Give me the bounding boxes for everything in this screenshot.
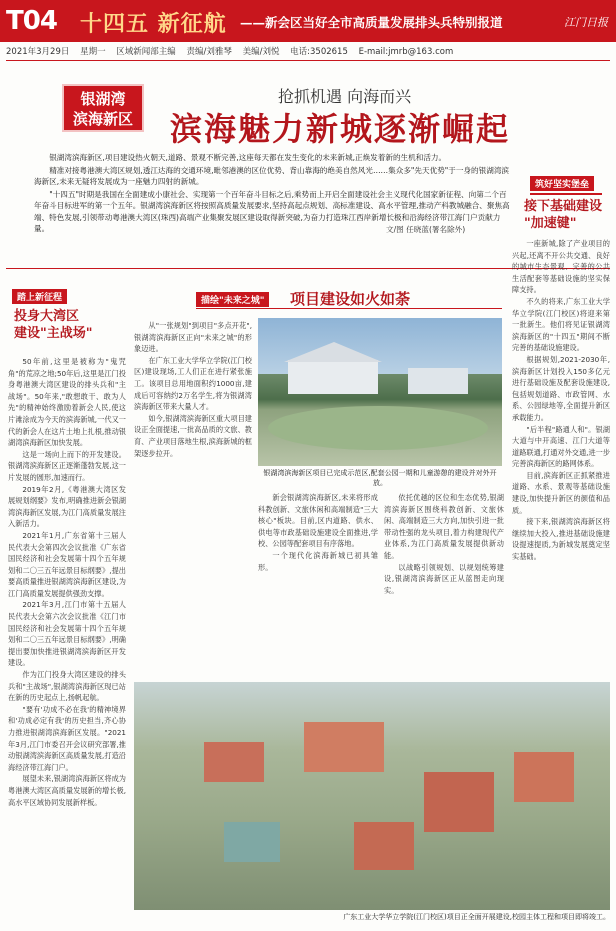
paragraph: 接下来,银湖湾滨海新区将继续加大投入,推进基础设施建设提速提质,为新城发展奠定坚实基础。: [512, 517, 610, 562]
headline: 滨海魅力新城逐渐崛起: [170, 110, 511, 148]
meta-phone: 电话:3502615: [290, 47, 348, 57]
section-label-mid: 描绘"未来之城": [196, 292, 269, 307]
lead-paragraph: "十四五"时期是我国在全面建成小康社会、实现第一个百年奋斗目标之后,乘势而上开启全面建设社会主义现代化国家新征程、向第二个百年奋斗目标进军的第一个五年。银湖湾滨海新区将按照高质量发展要求,坚持高起点规划、高标准建设、高水平管理,推动产科教城融合、聚焦高端、特色发展,引领带动粤港澳大湾区(珠西)高端产业集聚发展区建设取得新突破,为奋力打造珠江西岸新增长极和沿海经济带江海门户贡献力量。: [34, 189, 510, 233]
paragraph: 作为江门投身大湾区建设的排头兵和"主战场",银湖湾滨海新区现已站在新的历史起点上,扬帆起航。: [8, 670, 126, 703]
meta-line: [6, 45, 610, 61]
building-shape: [204, 742, 264, 782]
lead-paragraphs: [34, 152, 510, 236]
right-subhead-line1: 接下基础建设: [524, 199, 603, 214]
meta-weekday: 星期一: [80, 47, 106, 57]
section-label-right: 筑好坚实堡垒: [530, 176, 594, 191]
left-subhead-line2: 建设"主战场": [14, 326, 93, 341]
building-shape: [304, 722, 384, 772]
paragraph: 如今,银湖湾滨海新区重大项目建设正全面提速,一批高品质的文旅、教育、产业项目落地生根,滨海新城的框架逐步拉开。: [134, 413, 252, 458]
paper-logo: 江门日报: [564, 16, 608, 29]
section-banner: 十四五 新征航: [80, 11, 227, 37]
paragraph: 这是一场向上而下的开发建设。银湖湾滨海新区正逐渐蓬勃发展,这一片发展的圆形,加速而行。: [8, 449, 126, 482]
paragraph: 新会银湖湾滨海新区,未来将形成科教创新、文旅休闲和高端制造"三大核心"板块。目前,区内道路、供水、供电等市政基础设施建设全面推进,学校、公园等配套项目有序落地。: [258, 493, 378, 549]
divider: [530, 193, 602, 195]
paragraph: 根据规划,2021-2030年,滨海新区计划投入150多亿元进行基础设施及配套设施建设,包括规划道路、市政管网、水系、公园绿地等,全面提升新区承载能力。: [512, 354, 610, 422]
article-column-4: [384, 492, 504, 680]
article-column-5: [512, 238, 610, 676]
paragraph: "后半程"路通人和"。银湖大道与中开高速、江门大道等道路联通,打通对外交通,进一步完善滨海新区的路网体系。: [512, 424, 610, 469]
mid-subhead: 项目建设如火如荼: [290, 290, 411, 308]
building-roof: [284, 342, 382, 362]
meta-resp: 责编/刘雅琴: [186, 47, 232, 57]
paragraph: 2019年2月,《粤港澳大湾区发展规划纲要》发布,明确推进新会银湖湾滨海新区发展,为江门高质量发展注入新活力。: [8, 484, 126, 529]
paragraph: 50年前,这里是被称为"鬼咒角"的荒凉之地;50年后,这里是江门投身粤港澳大湾区建设的排头兵和"主战场"。50年来,"敢想敢干、敢为人先"的精神始终激励着新会人民,使这片滩涂成为今天的滨海新城,一代又一代的新会人在这片土地上扎根,推动银湖湾滨海新区加快发展。: [8, 357, 126, 448]
lawn-shape: [268, 406, 488, 450]
left-subhead-line1: 投身大湾区: [14, 309, 80, 324]
building-shape: [354, 822, 414, 870]
paragraph: 从"一张规划"到项目"多点开花",银湖湾滨海新区正向"未来之城"的形象迈进。: [134, 321, 252, 354]
paragraph: 依托优越的区位和生态优势,银湖湾滨海新区围绕科教创新、文旅休闲、高端制造三大方向,加快引进一批带动性强的龙头项目,着力构建现代产业体系,为江门高质量发展提供新动能。: [384, 493, 504, 560]
lead-paragraph: 银湖湾滨海新区,项目建设热火朝天,道路、景观不断完善,这座每天都在发生变化的未来新城,正焕发着新的生机和活力。: [49, 153, 447, 162]
meta-date: 2021年3月29日: [6, 47, 70, 57]
divider: [196, 308, 502, 309]
paragraph: 以战略引领规划、以规划统筹建设,银湖湾滨海新区正从蓝图走向现实。: [384, 562, 504, 595]
paragraph: 不久的将来,广东工业大学华立学院(江门校区)将迎来第一批新生。他们将见证银湖湾滨海新区的"十四五"期间不断完善的基础设施建设。: [512, 296, 610, 353]
building-shape: [514, 752, 574, 802]
page-number: T04: [6, 6, 57, 36]
photo-demo-park: [258, 318, 502, 466]
meta-email: E-mail:jmrb@163.com: [358, 47, 454, 57]
section-label-left: 踏上新征程: [12, 289, 67, 304]
paragraph: "要有'功成不必在我'的精神境界和'功成必定有我'的历史担当,齐心协力推进银湖湾滨海新区发展。"2021年3月,江门市委召开会议研究部署,推动银湖湾滨海新区高质量发展,打造沿海经济带江海门户。: [8, 704, 126, 772]
building-shape: [408, 368, 468, 394]
article-column-3: [258, 492, 378, 680]
region-tag: [62, 84, 144, 132]
meta-editor: 区域新闻部主编: [116, 47, 176, 57]
article-column-1: [8, 356, 126, 921]
left-subhead: [14, 308, 114, 342]
photo-campus-art: [134, 682, 610, 910]
building-shape: [224, 822, 280, 862]
page-header: [0, 0, 616, 42]
building-shape: [424, 772, 494, 832]
paragraph: 在广东工业大学华立学院(江门校区)建设现场,工人们正在进行紧张施工。该项目总用地面积约1000亩,建成后可容纳约2万名学生,将为银湖湾滨海新区带来大量人才。: [134, 355, 252, 412]
photo-campus-construction: [134, 682, 610, 910]
photo-caption-2: 广东工业大学华立学院(江门校区)项目正全面开展建设,校园主体工程和项目即将竣工。: [343, 913, 610, 921]
photo-demo-park-art: [258, 318, 502, 466]
right-subhead: [524, 198, 610, 232]
kicker: 抢抓机遇 向海而兴: [278, 87, 412, 106]
paragraph: 2021年1月,广东省第十三届人民代表大会第四次会议批准《广东省国民经济和社会发展第十四个五年规划和二〇三五年远景目标纲要》,提出要高质量推进银湖湾滨海新区建设,为江门高质量发展提供强劲支撑。: [8, 530, 126, 598]
paragraph: 2021年3月,江门市第十五届人民代表大会第六次会议批准《江门市国民经济和社会发展第十四个五年规划和二〇三五年远景目标纲要》,明确提出要加快推进银湖湾滨海新区开发建设。: [8, 600, 126, 668]
right-subhead-line2: "加速键": [524, 216, 577, 231]
paragraph: 一个现代化滨海新城已初具雏形。: [258, 550, 378, 572]
region-tag-line2: 滨海新区: [72, 110, 133, 128]
banner-tagline: ——新会区当好全市高质量发展排头兵特别报道: [240, 15, 503, 30]
byline: 文/图 任晓蓝(署名除外): [386, 225, 466, 234]
building-shape: [288, 360, 378, 394]
paragraph: 一座新城,除了产业项目的兴起,还离不开公共交通、良好的城市生态景观、完善的公共生活配套等基础设施的坚实保障支持。: [512, 239, 610, 295]
paragraph: 展望未来,银湖湾滨海新区将成为粤港澳大湾区高质量发展新的增长极,高水平区域协同发展新样板。: [8, 774, 126, 807]
photo-caption-1: 银湖湾滨海新区项目已完成示范区,配套公园一期和儿童游憩的建设并对外开放。: [263, 469, 497, 487]
region-tag-line1: 银湖湾: [80, 90, 126, 108]
paragraph: 目前,滨海新区正抓紧推进道路、水系、景观等基础设施建设,加快提升新区的颜值和品质。: [512, 470, 610, 515]
article-column-2: [134, 320, 252, 530]
lead-paragraph: 精准对接粤港澳大湾区规划,透江达海的交通环境,毗邻港澳的区位优势、背山靠海的绝美自然风光……集众多"先天优势"于一身的银湖湾滨海新区,未来无疑将发展成为一座魅力四射的新城。: [34, 165, 510, 186]
meta-design: 美编/刘悦: [242, 47, 280, 57]
